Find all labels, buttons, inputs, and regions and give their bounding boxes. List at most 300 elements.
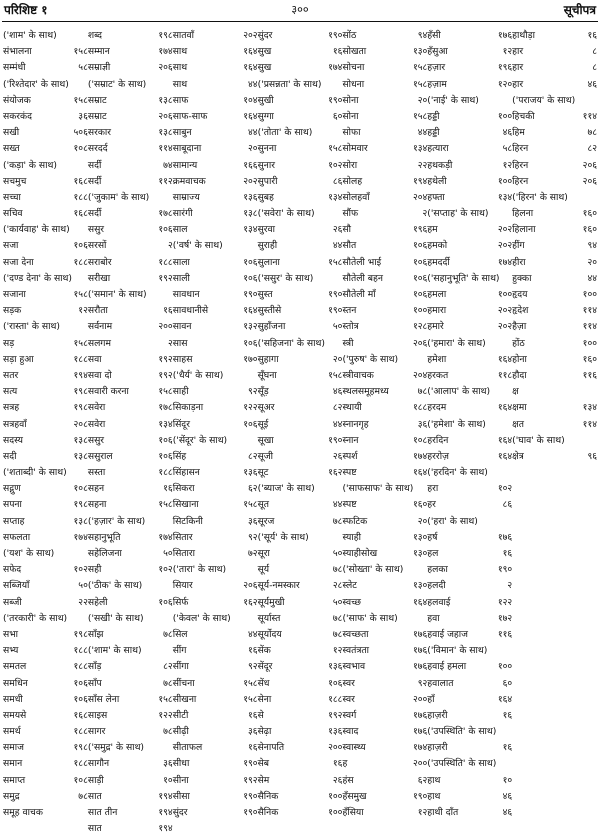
index-entry <box>173 659 258 675</box>
index-entry <box>258 497 343 513</box>
entry-word: सरौता <box>87 305 108 317</box>
entry-word: सभा <box>3 628 19 640</box>
entry-word: ('उपस्थिति' के साथ) <box>427 726 497 738</box>
entry-page-number: ७२ <box>248 548 258 559</box>
index-entry <box>512 222 597 238</box>
entry-page-number: ९४ <box>417 30 428 41</box>
index-title: सूचीपत्र <box>563 3 596 17</box>
index-entry <box>258 28 343 44</box>
entry-page-number: १०६ <box>243 272 258 284</box>
index-entry <box>258 319 343 335</box>
entry-word: सिर्फ <box>172 596 189 608</box>
entry-word: ससुर <box>87 224 105 236</box>
entry-word: सजा <box>3 240 19 252</box>
index-entry <box>342 611 427 627</box>
entry-word: सौतेली माँ <box>342 289 376 300</box>
entry-word: हत्यारा <box>427 143 449 155</box>
entry-page-number: १०६ <box>412 289 428 300</box>
entry-page-number: १६ <box>587 30 598 41</box>
index-entry <box>258 93 343 109</box>
entry-page-number: ७८ <box>587 127 598 139</box>
index-entry <box>512 238 597 254</box>
entry-page-number: १६४ <box>243 62 258 74</box>
index-entry <box>3 400 88 416</box>
index-entry <box>173 206 258 222</box>
entry-page-number: ११४ <box>582 305 598 317</box>
entry-page-number: १६४ <box>497 353 513 365</box>
index-entry <box>3 708 88 724</box>
entry-page-number: १३४ <box>412 143 428 155</box>
index-entry <box>88 44 173 60</box>
index-entry <box>427 352 512 368</box>
entry-word: स्पर्श <box>342 450 358 462</box>
entry-word: सड़क <box>3 305 22 317</box>
entry-word: सदी <box>3 450 17 462</box>
index-entry <box>427 417 512 433</box>
entry-word: सम्राट <box>87 110 107 122</box>
index-entry <box>3 109 88 125</box>
index-column <box>87 28 173 835</box>
entry-word: सुनना <box>257 143 277 155</box>
entry-page-number: २०२ <box>243 175 258 187</box>
entry-page-number: १७६ <box>412 645 428 657</box>
entry-page-number: १२० <box>497 78 513 90</box>
index-column <box>512 28 597 818</box>
entry-word: सरसों <box>87 240 107 252</box>
entry-word: सजाना <box>3 289 26 300</box>
entry-word: संयोजक <box>3 94 31 106</box>
entry-page-number: १५८ <box>412 78 428 90</box>
entry-page-number: १५८ <box>158 693 173 705</box>
entry-word: सावधानीसे <box>172 305 209 317</box>
entry-word: सीखना <box>172 693 197 705</box>
entry-page-number: ११६ <box>497 628 513 640</box>
entry-page-number: ६० <box>502 677 513 689</box>
entry-word: साबुन <box>172 127 192 139</box>
index-entry <box>173 756 258 772</box>
entry-page-number: १७८ <box>158 402 173 414</box>
entry-word: समाज <box>3 742 24 754</box>
index-column <box>3 28 88 818</box>
entry-word: हाँ <box>427 693 435 705</box>
index-entry <box>427 514 512 530</box>
entry-word: ('पुरुष' के साथ) <box>342 353 399 365</box>
entry-page-number: ३६ <box>78 110 88 122</box>
entry-word: सुरवा <box>257 224 276 236</box>
entry-word: समुद्र <box>3 790 20 802</box>
entry-word: समधिन <box>3 677 28 689</box>
entry-page-number: ५० <box>332 321 343 333</box>
entry-page-number: १२२ <box>158 709 173 721</box>
entry-word: सुंदर <box>257 30 273 41</box>
entry-word: सीटी <box>172 709 189 721</box>
entry-word: ('हमेशा' के साथ) <box>427 418 486 430</box>
index-entry <box>88 562 173 578</box>
index-entry <box>258 756 343 772</box>
index-entry <box>3 77 88 93</box>
entry-page-number: ११४ <box>582 110 598 122</box>
entry-word: सोना <box>342 94 359 106</box>
index-entry <box>258 708 343 724</box>
entry-word: हर्ष <box>427 531 438 543</box>
entry-page-number: १९० <box>243 790 258 802</box>
entry-page-number: १८८ <box>328 693 343 705</box>
entry-word: सुंदर <box>172 807 188 818</box>
entry-page-number: १३४ <box>582 402 598 414</box>
entry-word: हमारा <box>427 305 447 317</box>
entry-word: ('यश' के साथ) <box>3 548 55 559</box>
entry-word: सब्जियाँ <box>3 580 30 592</box>
entry-word: हफ्ता <box>427 191 445 203</box>
entry-word: ('ठीक' के साथ) <box>87 580 143 592</box>
index-entry <box>258 222 343 238</box>
index-entry <box>258 174 343 190</box>
entry-page-number: १७२ <box>497 612 513 624</box>
index-entry <box>173 497 258 513</box>
entry-page-number: १७४ <box>158 46 173 58</box>
entry-page-number: १६० <box>582 208 598 220</box>
entry-word: सहन <box>87 483 105 495</box>
index-entry <box>258 595 343 611</box>
entry-word: स्याही <box>342 531 361 543</box>
entry-page-number: २० <box>417 94 428 106</box>
entry-page-number: १९० <box>328 94 343 106</box>
entry-page-number: २० <box>417 515 428 527</box>
entry-page-number: २०६ <box>158 62 173 74</box>
entry-page-number: १०६ <box>412 256 428 268</box>
index-entry <box>173 400 258 416</box>
entry-page-number: १०० <box>497 175 513 187</box>
index-entry <box>258 417 343 433</box>
index-entry <box>512 384 597 400</box>
entry-word: सागौन <box>87 758 110 770</box>
entry-word: ('हरदिन' के साथ) <box>427 467 488 479</box>
index-entry <box>88 384 173 400</box>
entry-word: सख्त <box>3 143 20 155</box>
index-entry <box>512 109 597 125</box>
index-entry <box>173 611 258 627</box>
entry-page-number: १९८ <box>73 628 88 640</box>
entry-page-number: १८८ <box>73 191 88 203</box>
entry-word: सलगम <box>87 337 111 349</box>
entry-page-number: १०० <box>582 337 598 349</box>
entry-word: सींगा <box>172 661 189 673</box>
index-entry <box>342 238 427 254</box>
entry-word: स्तन <box>342 305 357 317</box>
entry-page-number: १०८ <box>73 483 88 495</box>
entry-page-number: १३० <box>412 531 428 543</box>
index-entry <box>3 93 88 109</box>
index-entry <box>512 368 597 384</box>
entry-page-number: १०० <box>328 807 343 818</box>
index-entry <box>3 611 88 627</box>
entry-word: समतल <box>3 661 27 673</box>
entry-word: हंस <box>342 774 354 786</box>
entry-word: ('सेंदूर' के साथ) <box>172 434 228 446</box>
entry-word: सूँड़ <box>257 386 269 398</box>
index-entry <box>342 44 427 60</box>
entry-page-number: १५८ <box>412 62 428 74</box>
entry-word: साथ <box>172 62 188 74</box>
entry-page-number: १२ <box>502 46 513 58</box>
entry-page-number: १५८ <box>73 289 88 300</box>
entry-word: सियार <box>172 580 193 592</box>
entry-page-number: ८२ <box>248 450 258 462</box>
entry-word: सम्मंधी <box>3 62 26 74</box>
entry-word: स्लेट <box>342 580 357 592</box>
index-entry <box>342 125 427 141</box>
entry-word: ('आलाप' के साथ) <box>427 386 491 398</box>
entry-word: सुराही <box>257 240 278 252</box>
entry-page-number: १०२ <box>328 159 343 171</box>
entry-page-number: २०६ <box>158 110 173 122</box>
entry-page-number: १९४ <box>73 369 88 381</box>
entry-page-number: २०८ <box>73 418 88 430</box>
entry-word: ('प्रसन्नता' के साथ) <box>257 78 322 90</box>
entry-word: सात <box>87 790 102 802</box>
entry-word: सत्य <box>3 386 18 398</box>
entry-page-number: ९२ <box>248 661 258 673</box>
index-entry <box>3 595 88 611</box>
entry-word: सात तीन <box>87 807 118 818</box>
entry-word: सुपारी <box>257 175 278 187</box>
index-entry <box>258 514 343 530</box>
index-entry <box>173 692 258 708</box>
entry-word: हाज़री <box>427 709 448 721</box>
index-entry <box>88 125 173 141</box>
index-entry <box>173 530 258 546</box>
entry-word: सुहाँजना <box>257 321 286 333</box>
index-entry <box>88 303 173 319</box>
index-entry <box>3 465 88 481</box>
entry-page-number: २६ <box>332 450 343 462</box>
entry-page-number: ६२ <box>417 774 428 786</box>
index-entry <box>342 708 427 724</box>
entry-page-number: ९२ <box>417 677 428 689</box>
index-entry <box>427 562 512 578</box>
index-entry <box>427 319 512 335</box>
entry-page-number: ११४ <box>158 143 173 155</box>
entry-page-number: ७८ <box>332 612 343 624</box>
entry-word: सोमवार <box>342 143 368 155</box>
index-entry <box>3 449 88 465</box>
index-entry <box>342 773 427 789</box>
index-entry <box>512 271 597 287</box>
index-entry <box>88 643 173 659</box>
index-entry <box>427 125 512 141</box>
index-entry <box>173 303 258 319</box>
index-entry <box>173 158 258 174</box>
index-entry <box>342 77 427 93</box>
entry-page-number: १३४ <box>497 191 513 203</box>
entry-word: हिरन <box>512 159 529 171</box>
entry-word: सोलह <box>342 175 363 187</box>
entry-word: स्थलसमूहमध्य <box>342 386 389 398</box>
entry-word: हल <box>427 548 439 559</box>
index-entry <box>258 400 343 416</box>
entry-word: होंठ <box>512 337 525 349</box>
index-entry <box>88 514 173 530</box>
entry-page-number: १७६ <box>412 709 428 721</box>
entry-page-number: ८२ <box>163 661 173 673</box>
entry-page-number: २८ <box>332 580 343 592</box>
index-entry <box>173 676 258 692</box>
entry-page-number: १७६ <box>497 30 513 41</box>
entry-word: साबूदाना <box>172 143 202 155</box>
index-entry <box>3 497 88 513</box>
entry-word: ('हज़ार' के साथ) <box>87 515 146 527</box>
entry-word: सम्राट <box>87 94 107 106</box>
entry-word: सूअर <box>257 402 275 414</box>
index-entry <box>258 643 343 659</box>
entry-page-number: १० <box>502 774 513 786</box>
index-entry <box>173 789 258 805</box>
index-entry <box>88 255 173 271</box>
entry-word: सौ <box>342 224 352 236</box>
entry-word: हमेशा <box>427 353 447 365</box>
entry-word: सद्गुण <box>3 483 21 495</box>
index-entry <box>427 174 512 190</box>
entry-word: स्वच्छता <box>342 628 369 640</box>
entry-word: साथ <box>172 46 188 58</box>
entry-word: ('सखी' के साथ) <box>87 612 144 624</box>
entry-word: हार <box>512 46 524 58</box>
entry-page-number: १९० <box>243 807 258 818</box>
index-entry <box>88 319 173 335</box>
index-entry <box>512 60 597 76</box>
entry-page-number: २ <box>507 580 513 592</box>
entry-page-number: १०६ <box>243 418 258 430</box>
index-entry <box>3 303 88 319</box>
entry-word: ('सहिजना' के साथ) <box>257 337 325 349</box>
index-entry <box>88 578 173 594</box>
entry-word: ह <box>342 758 348 770</box>
entry-page-number: १२२ <box>243 402 258 414</box>
index-entry <box>427 303 512 319</box>
index-entry <box>3 271 88 287</box>
index-entry <box>342 546 427 562</box>
entry-word: ('शाम' के साथ) <box>87 645 142 657</box>
index-entry <box>3 206 88 222</box>
index-entry <box>173 174 258 190</box>
entry-page-number: १६२ <box>243 596 258 608</box>
entry-word: सवारी करना <box>87 386 129 398</box>
index-entry <box>3 174 88 190</box>
entry-word: हुक्का <box>512 272 532 284</box>
entry-page-number: ३६ <box>163 758 173 770</box>
entry-page-number: ११४ <box>582 418 598 430</box>
entry-word: सुखी <box>257 94 274 106</box>
entry-word: सूर्यास्त <box>257 612 281 624</box>
index-entry <box>427 546 512 562</box>
entry-word: हमला <box>427 289 447 300</box>
entry-word: ('हरा' के साथ) <box>427 515 478 527</box>
index-entry <box>512 287 597 303</box>
entry-page-number: १९० <box>328 289 343 300</box>
index-entry <box>342 158 427 174</box>
entry-page-number: २०० <box>412 693 428 705</box>
index-entry <box>342 400 427 416</box>
entry-word: सर्वनाम <box>87 321 113 333</box>
index-entry <box>3 773 88 789</box>
entry-word: हलवाई <box>427 596 451 608</box>
entry-word: स्वर <box>342 693 355 705</box>
entry-word: हमारे <box>427 321 444 333</box>
entry-page-number: ८ <box>592 46 598 58</box>
entry-word: सूट <box>257 467 269 479</box>
index-entry <box>258 77 343 93</box>
entry-page-number: १९४ <box>412 175 428 187</box>
entry-page-number: १०६ <box>412 240 428 252</box>
index-entry <box>173 514 258 530</box>
entry-word: ('हमारा' के साथ) <box>427 337 486 349</box>
entry-word: सीधा <box>172 758 190 770</box>
index-entry <box>427 238 512 254</box>
entry-word: सिल <box>172 628 188 640</box>
entry-page-number: १६ <box>502 742 513 754</box>
entry-page-number: २०४ <box>412 191 428 203</box>
entry-page-number: १५८ <box>73 94 88 106</box>
entry-word: सराबोर <box>87 256 112 268</box>
entry-word: सौत <box>342 240 357 252</box>
entry-word: स्वास्थ्य <box>342 742 366 754</box>
entry-page-number: ४४ <box>587 272 598 284</box>
index-entry <box>173 255 258 271</box>
entry-page-number: २२ <box>417 159 428 171</box>
entry-page-number: १५८ <box>243 693 258 705</box>
entry-page-number: ४४ <box>417 127 428 139</box>
entry-page-number: २०२ <box>497 305 513 317</box>
index-entry <box>512 206 597 222</box>
index-entry <box>342 497 427 513</box>
index-entry <box>173 238 258 254</box>
index-entry <box>88 692 173 708</box>
entry-word: सूर्य-नमस्कार <box>257 580 300 592</box>
entry-word: सोफा <box>342 127 361 139</box>
entry-page-number: १९२ <box>158 272 173 284</box>
entry-page-number: १३८ <box>158 127 173 139</box>
index-entry <box>342 740 427 756</box>
entry-page-number: १९० <box>412 790 428 802</box>
index-entry <box>173 627 258 643</box>
entry-word: साही <box>172 386 189 398</box>
index-entry <box>3 740 88 756</box>
entry-page-number: १६४ <box>243 305 258 317</box>
entry-word: सेना <box>257 693 272 705</box>
entry-page-number: १६ <box>332 758 343 770</box>
index-entry <box>427 708 512 724</box>
entry-word: सेम <box>257 774 270 786</box>
entry-page-number: १३८ <box>73 434 88 446</box>
index-entry <box>258 125 343 141</box>
entry-word: समयसे <box>3 709 27 721</box>
entry-word: स्वभाव <box>342 661 366 673</box>
index-entry <box>88 368 173 384</box>
entry-page-number: ८६ <box>332 175 343 187</box>
index-entry <box>342 692 427 708</box>
entry-page-number: ४६ <box>587 78 598 90</box>
index-entry <box>427 805 512 821</box>
index-entry <box>258 44 343 60</box>
index-entry <box>3 756 88 772</box>
entry-page-number: ४४ <box>332 499 343 511</box>
index-entry <box>427 611 512 627</box>
index-entry <box>258 773 343 789</box>
entry-word: सुग्गा <box>257 110 274 122</box>
entry-page-number: १७४ <box>412 742 428 754</box>
entry-page-number: २०० <box>412 758 428 770</box>
index-entry <box>173 77 258 93</box>
